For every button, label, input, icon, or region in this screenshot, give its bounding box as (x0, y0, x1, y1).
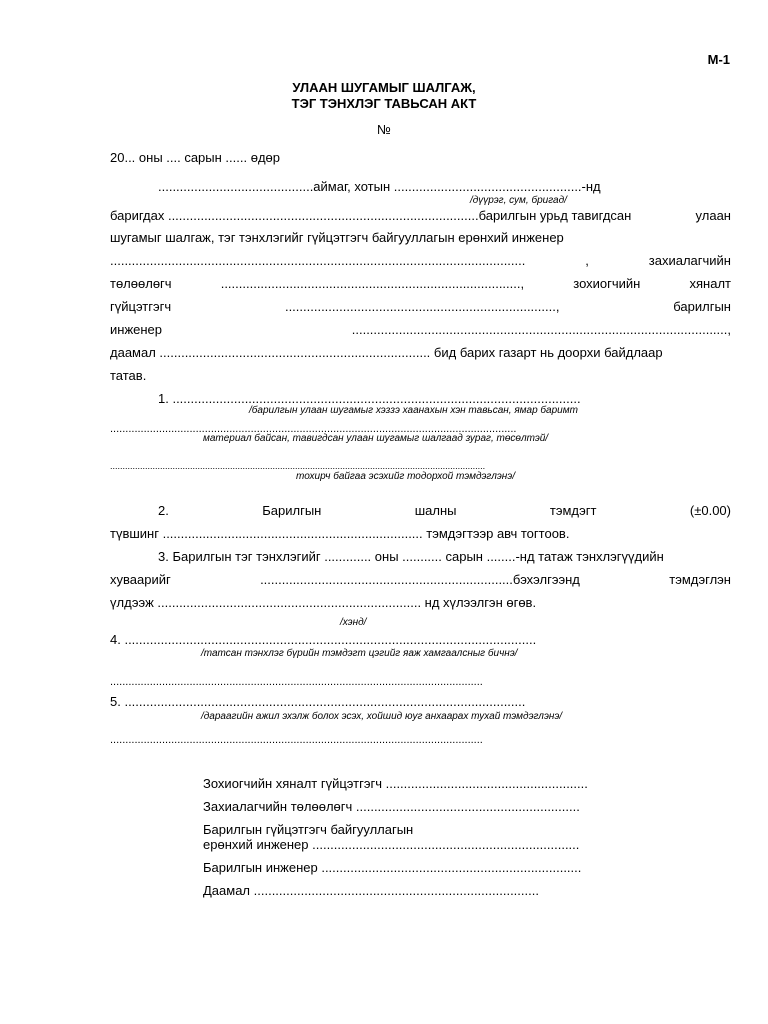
item-1-dots-3: ...................................................................................................................................................... (110, 461, 486, 471)
item-1-note-3: тохирч байгаа эсэхийг тодорхой тэмдэглэнэ/ (296, 471, 515, 482)
signature-construction-engineer: Барилгын инженер ........................................................................ (203, 860, 582, 875)
p1-line-7-a: инженер (110, 322, 163, 337)
item-2-e: (±0.00) (689, 503, 731, 518)
date-line: 20... оны .... сарын ...... өдөр (110, 150, 280, 165)
number-sign: № (377, 122, 391, 137)
item-2-line-2: түвшинг ........................................................................ тэмдэгтээр авч тогтоов. (110, 526, 570, 541)
signature-foreman: Даамал ............................................................................... (203, 883, 539, 898)
title-line-2: ТЭГ ТЭНХЛЭГ ТАВЬСАН АКТ (291, 96, 477, 111)
item-4-note: /татсан тэнхлэг бүрийн тэмдэгт цэгийг яаж хамгаалсныг бичнэ/ (201, 648, 518, 659)
p1-line-6-b: ..........................................................................., (284, 299, 560, 314)
p1-line-6-c: барилгын (673, 299, 731, 314)
p1-line-3: шугамыг шалгаж, тэг тэнхлэгийг гүйцэтгэгч байгууллагын ерөнхий инженер (110, 230, 564, 245)
item-2-d: тэмдэгт (549, 503, 597, 518)
p1-line-5 (110, 276, 731, 292)
item-3-note: /хэнд/ (340, 617, 367, 628)
item-5-note: /дараагийн ажил эхэлж болох эсэх, хойшид юуг анхаарах тухай тэмдэглэнэ/ (201, 711, 563, 722)
item-3-c: тэмдэглэн (669, 572, 731, 587)
item-4-line: 4. .................................................................................................................. (110, 632, 537, 647)
p1-line-5-a: төлөөлөгч (110, 276, 172, 291)
p1-line-1: ...........................................аймаг, хотын ....................................................-нд (158, 179, 601, 194)
item-1-dots-2: ..................................................................................................................................... (110, 423, 517, 435)
item-5-line: 5. ............................................................................................................... (110, 694, 526, 709)
p1-line-2 (110, 208, 731, 224)
item-4-dots-2: .......................................................................................................................... (110, 676, 483, 688)
p1-line-6 (110, 299, 731, 315)
p1-line-9: татав. (110, 368, 147, 383)
item-1-note-2: материал байсан, тавигдсан улаан шугамыг шалгаад зураг, төсөлтэй/ (203, 433, 549, 444)
item-3-line-3: үлдээж ......................................................................... нд хүлээлгэн өгөв. (110, 595, 537, 610)
item-1-note-1: /барилгын улаан шугамыг хэззэ хаанахын хэн тавьсан, ямар баримт (249, 405, 578, 416)
item-5-dots-2: .......................................................................................................................... (110, 734, 483, 746)
p1-line-6-a: гүйцэтгэгч (110, 299, 172, 314)
p1-line-8: даамал ........................................................................... бид барих газарт нь доорхи байдлаар (110, 345, 663, 360)
signature-contractor-line-1: Барилгын гүйцэтгэгч байгууллагын (203, 822, 414, 837)
p1-line-7-b: ........................................................................................................, (351, 322, 731, 337)
p1-line-5-d: хяналт (689, 276, 731, 291)
item-1-line: 1. ................................................................................................................. (158, 391, 581, 406)
p1-line-5-b: ..................................................................................., (220, 276, 525, 291)
p1-line-7 (110, 322, 731, 338)
signature-contractor-chief-engineer: ерөнхий инженер .......................................................................... (203, 837, 580, 852)
p1-note: /дүүрэг, сум, бригад/ (470, 195, 567, 206)
item-3-b: ......................................................................бэхэлгээнд (260, 572, 580, 587)
signature-client-representative: Захиалагчийн төлөөлөгч .............................................................. (203, 799, 580, 814)
p1-line-5-c: зохиогчийн (573, 276, 641, 291)
item-3-line-1: 3. Барилгын тэг тэнхлэгийг ............. оны ........... сарын ........-нд татаж тэнхлэгүүдийн (158, 549, 664, 564)
p1-line-4 (110, 253, 731, 269)
item-2-c: шалны (414, 503, 457, 518)
p1-line-2-left: баригдах ......................................................................................барилгын урьд тавигдсан (110, 208, 632, 223)
title-line-1: УЛААН ШУГАМЫГ ШАЛГАЖ, (292, 80, 476, 95)
p1-line-2-right: улаан (695, 208, 731, 223)
item-2-b: Барилгын (262, 503, 322, 518)
signature-author-supervisor: Зохиогчийн хяналт гүйцэтгэгч ........................................................ (203, 776, 588, 791)
p1-line-4-left: ................................................................................................................... (110, 253, 526, 268)
item-2-line-1 (158, 503, 731, 519)
item-2-a: 2. (158, 503, 169, 518)
item-3-a: хуваарийг (110, 572, 171, 587)
p1-line-4-mid: , (585, 253, 589, 268)
p1-line-4-right: захиалагчийн (648, 253, 731, 268)
form-code: М-1 (707, 52, 730, 67)
item-3-line-2 (110, 572, 731, 588)
